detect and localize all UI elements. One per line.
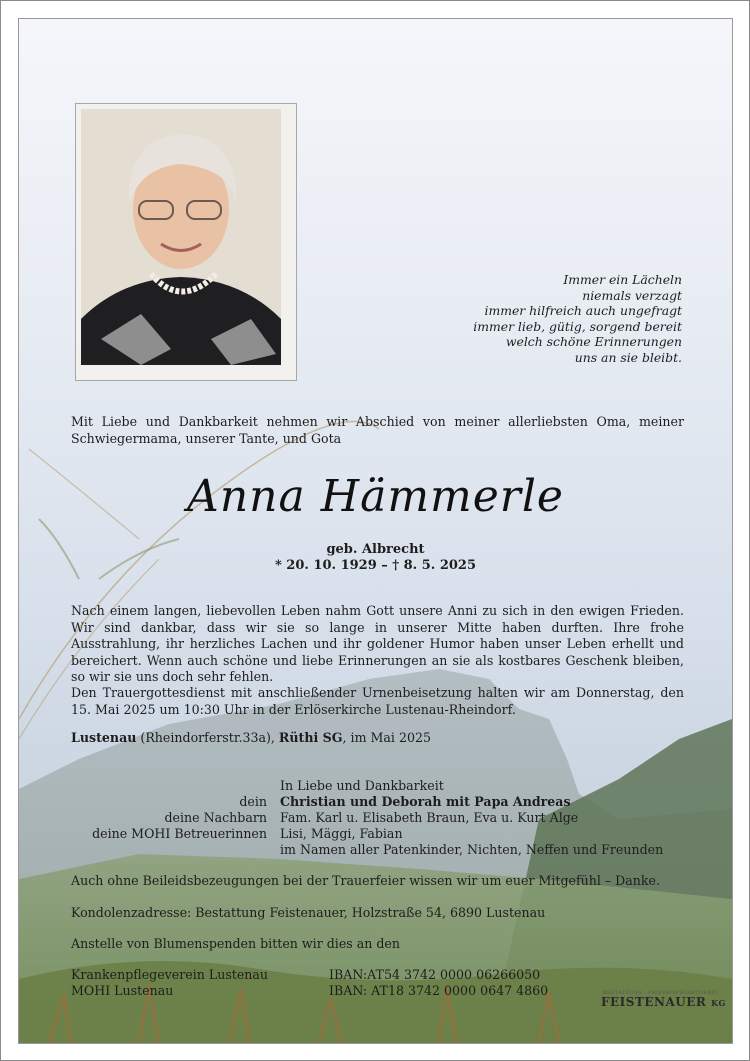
life-dates: * 20. 10. 1929 – † 8. 5. 2025 (274, 558, 477, 573)
poem-line: immer lieb, gütig, sorgend bereit (473, 318, 682, 334)
poem-line: uns an sie bleibt. (574, 349, 682, 365)
feistenauer-logo (601, 995, 726, 1009)
deceased-name: Anna Hämmerle (187, 471, 564, 522)
donation-recipient: Krankenpflegeverein Lustenau (71, 967, 269, 982)
mourner-name: Christian und Deborah mit Papa Andreas (280, 794, 571, 809)
mourner-label: deine MOHI Betreuerinnen (92, 826, 267, 841)
poem-line: welch schöne Erinnerungen (505, 334, 682, 350)
body-paragraph: Nach einem langen, liebevollen Leben nahm Gott unsere Anni zu sich in den ewigen Frieden. Wir sind dankbar, dass wir sie so lange in unserer Mitte haben durften. Ihre frohe Ausstrahlung, ihr herzliches Lachen und ihr goldener Humor haben unser Leben erhellt und bereichert. Wenn auch schöne und liebe Erinnerungen an sie als kostbares Geschenk bleiben, so wir sie uns doch sehr fehlen. (71, 603, 684, 685)
logo-suffix: KG (711, 998, 726, 1008)
logo-tagline: BESTATTUNG · FRIEDHOFSGÄRTNEREI (603, 990, 718, 996)
obituary-card (18, 18, 733, 1044)
portrait-photo (81, 109, 281, 365)
donation-iban: IBAN:AT54 3742 0000 06266050 (329, 967, 541, 982)
place-ruethi: Rüthi SG (278, 730, 343, 745)
poem-line: niemals verzagt (582, 287, 682, 303)
mourner-name: Lisi, Mäggi, Fabian (280, 826, 403, 841)
donation-recipient: MOHI Lustenau (71, 983, 174, 998)
logo-text: FEISTENAUER (601, 995, 707, 1009)
poem-line: Immer ein Lächeln (563, 272, 682, 287)
mourner-label: deine Nachbarn (164, 810, 267, 825)
place-date: , im Mai 2025 (342, 730, 432, 745)
place-date-line (71, 730, 431, 745)
donation-note: Anstelle von Blumenspenden bitten wir dies an den (71, 936, 400, 951)
funeral-service-paragraph: Den Trauergottesdienst mit anschließender Urnenbeisetzung halten wir am Donnerstag, den 15. Mai 2025 um 10:30 Uhr in der Erlöserkirche Lustenau-Rheindorf. (71, 685, 684, 717)
donation-iban: IBAN: AT18 3742 0000 0647 4860 (329, 983, 549, 998)
mourner-label: dein (239, 794, 267, 809)
place-address: (Rheindorferstr.33a), (136, 730, 279, 745)
birth-name: geb. Albrecht (326, 542, 425, 557)
condolence-note: Auch ohne Beileidsbezeugungen bei der Trauerfeier wissen wir um euer Mitgefühl – Danke. (71, 873, 660, 888)
poem (422, 272, 682, 366)
poem-line: immer hilfreich auch ungefragt (484, 303, 682, 319)
mourner-name: Fam. Karl u. Elisabeth Braun, Eva u. Kurt Alge (280, 810, 579, 825)
condolence-address: Kondolenzadresse: Bestattung Feistenauer, Holzstraße 54, 6890 Lustenau (71, 905, 546, 920)
mourner-name: im Namen aller Patenkinder, Nichten, Neffen und Freunden (280, 842, 664, 857)
mourners-header: In Liebe und Dankbarkeit (280, 778, 444, 793)
intro-text: Mit Liebe und Dankbarkeit nehmen wir Abschied von meiner allerliebsten Oma, meiner Schwiegermama, unserer Tante, und Gota (71, 414, 684, 446)
portrait-frame (75, 103, 297, 381)
place-lustenau: Lustenau (71, 730, 137, 745)
